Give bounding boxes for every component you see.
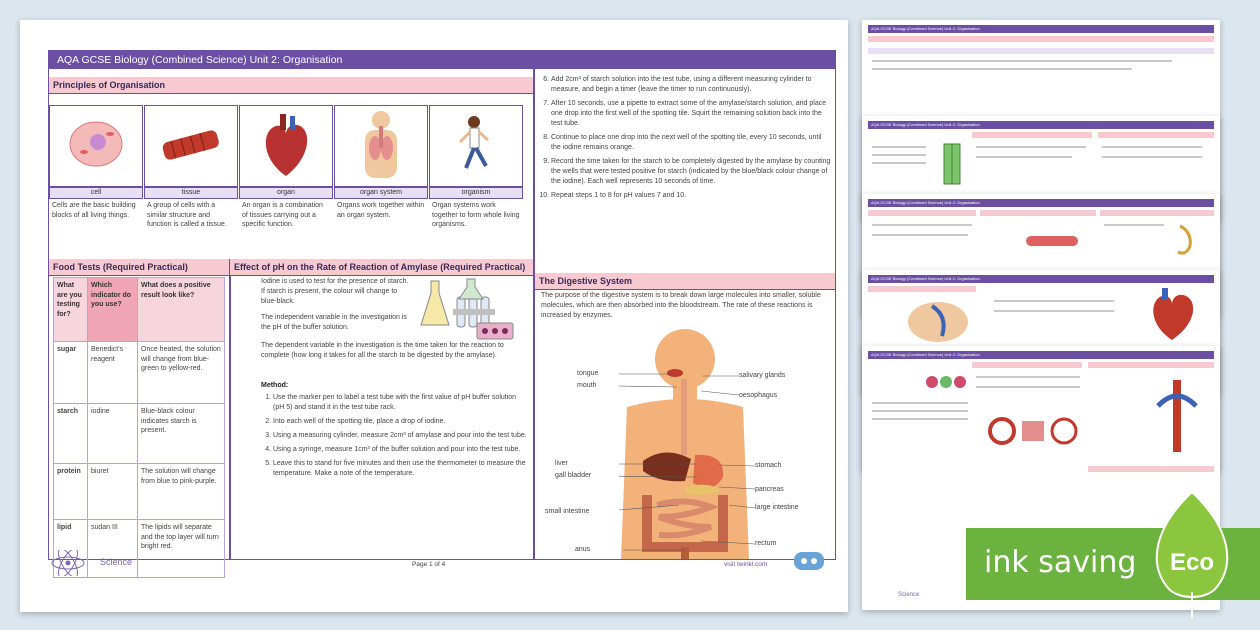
thumbnail-heading-bar xyxy=(868,36,1214,42)
thumbnail-heading-bar xyxy=(972,362,1082,368)
organ-label-stomach: stomach xyxy=(755,462,782,469)
level-desc-tissue: A group of cells with a similar structure and function is called a tissue. xyxy=(147,202,227,228)
level-desc-organ: An organ is a combination of tissues carrying out a specific function. xyxy=(242,202,323,228)
footer-science-label: Science xyxy=(100,557,133,567)
method-step: 6. Add 2cm³ of starch solution into the test tube, using a different measuring cylinder to measure, and begin a timer (leave the timer to run continuously). xyxy=(551,75,831,95)
organ-label-small-intestine: small intestine xyxy=(545,508,590,515)
thumbnail-heading-bar xyxy=(1088,362,1214,368)
thumbnail-heading-bar xyxy=(1088,466,1214,472)
thumbnail-title: AQA GCSE Biology (Combined Science) Unit 2: Organisation xyxy=(868,275,1214,283)
test-name: starch xyxy=(54,404,88,464)
document-title: AQA GCSE Biology (Combined Science) Unit 2: Organisation xyxy=(49,51,835,69)
col-head-positive: What does a positive result look like? xyxy=(138,278,225,342)
heart-picture xyxy=(1142,288,1202,344)
table-row xyxy=(54,404,225,464)
level-desc-organ-system: Organs work together within an organ system. xyxy=(337,202,425,219)
thumbnail-title: AQA GCSE Biology (Combined Science) Unit 2: Organisation xyxy=(868,121,1214,129)
organ-label-rectum: rectum xyxy=(755,540,777,547)
thumbnail-text-line xyxy=(872,402,968,404)
science-atom-icon xyxy=(48,550,88,576)
principles-heading: Principles of Organisation xyxy=(49,77,533,94)
blood-vessel-picture xyxy=(1022,222,1082,262)
organ-label-pancreas: pancreas xyxy=(755,486,784,493)
level-desc-organism: Organ systems work together to form whole living organisms. xyxy=(432,202,520,228)
thumbnail-text-line xyxy=(976,146,1086,148)
thumbnail-footer-label: Science xyxy=(898,592,920,598)
test-indicator: sudan III xyxy=(88,520,138,578)
table-row xyxy=(54,342,225,404)
col-head-indicator: Which indicator do you use? xyxy=(88,278,138,342)
organism-picture xyxy=(429,105,523,187)
test-result: Once heated, the solution will change from blue-green to yellow-red. xyxy=(138,342,225,404)
level-label-organ-system: organ system xyxy=(334,187,428,199)
method-step: 9. Record the time taken for the starch to be completely digested by the amylase by counting the wells that were tested positive for starch (indicated by the blue/black colour change of the iodine). Each well represents 10 seconds of time. xyxy=(551,157,831,187)
thumbnail-heading-bar xyxy=(1098,132,1214,138)
organ-label-large-intestine: large intestine xyxy=(755,504,799,511)
thumbnail-text-line xyxy=(1104,224,1164,226)
thumbnail-title: AQA GCSE Biology (Combined Science) Unit 2: Organisation xyxy=(868,351,1214,359)
thumbnail-heading-bar xyxy=(980,210,1096,216)
method-step: 1. Use the marker pen to label a test tube with the first value of pH buffer solution (pH 5) and stand it in the test tube rack. xyxy=(273,393,529,413)
thumbnail-text-line xyxy=(872,418,968,420)
test-indicator: Benedict's reagent xyxy=(88,342,138,404)
plant-tissue-picture xyxy=(932,140,972,188)
thumbnail-text-line xyxy=(994,300,1114,302)
footer-website: visit twinkl.com xyxy=(724,561,768,568)
method-step: 10. Repeat steps 1 to 8 for pH values 7 and 10. xyxy=(551,191,831,201)
level-label-cell: cell xyxy=(49,187,143,199)
thumbnail-text-line xyxy=(872,146,926,148)
blood-cells-picture xyxy=(924,370,970,394)
thumbnail-text-line xyxy=(872,224,972,226)
test-indicator: biuret xyxy=(88,464,138,520)
level-label-organ: organ xyxy=(239,187,333,199)
organ-system-picture xyxy=(334,105,428,187)
thumbnail-table-header xyxy=(868,48,1214,54)
organ-label-liver: liver xyxy=(555,460,568,467)
level-label-tissue: tissue xyxy=(144,187,238,199)
method-step: 8. Continue to place one drop into the next well of the spotting tile, every 10 seconds, until the iodine remains orange. xyxy=(551,133,831,153)
ph-paragraph-1: Iodine is used to test for the presence of starch. If starch is present, the colour will change to blue-black. xyxy=(261,278,409,305)
method-step: 2. Into each well of the spotting tile, place a drop of iodine. xyxy=(273,417,529,427)
organ-label-salivary-glands: salivary glands xyxy=(739,372,786,379)
eco-leaf-icon xyxy=(1144,488,1240,620)
test-indicator: iodine xyxy=(88,404,138,464)
food-tests-table xyxy=(53,277,225,578)
thumbnail-text-line xyxy=(872,162,926,164)
eco-label: Eco xyxy=(1169,549,1215,576)
vessel-cross-sections-picture xyxy=(986,416,1082,446)
thumbnail-text-line xyxy=(872,154,926,156)
method-step: 5. Leave this to stand for five minutes and then use the thermometer to measure the temperature. Make a note of the temperature. xyxy=(273,459,529,479)
organ-label-oesophagus: oesophagus xyxy=(739,392,778,399)
test-name: protein xyxy=(54,464,88,520)
thumbnail-text-line xyxy=(1102,156,1202,158)
method-label: Method: xyxy=(261,382,289,389)
thumbnail-heading-bar xyxy=(868,286,976,292)
thumbnail-heading-bar xyxy=(868,210,976,216)
level-label-organism: organism xyxy=(429,187,523,199)
thumbnail-heading-bar xyxy=(1100,210,1214,216)
method-step: 7. After 10 seconds, use a pipette to extract some of the amylase/starch solution, and place one drop into the first well of the spotting tile. Squirt the remaining solution back into the test tube. xyxy=(551,99,831,129)
footer-page-number: Page 1 of 4 xyxy=(412,561,446,568)
method-steps-continued xyxy=(539,75,831,205)
digestive-system-heading: The Digestive System xyxy=(535,273,835,290)
thumbnail-text-line xyxy=(994,310,1114,312)
food-tests-divider xyxy=(229,259,231,559)
tissue-picture xyxy=(144,105,238,187)
organ-label-gall-bladder: gall bladder xyxy=(555,472,592,479)
worksheet-page-1 xyxy=(20,20,848,612)
thumbnail-heading-bar xyxy=(972,132,1092,138)
thumbnail-text-line xyxy=(872,60,1172,62)
method-steps-list xyxy=(261,393,529,483)
cell-picture xyxy=(49,105,143,187)
lab-equipment-picture xyxy=(417,273,527,341)
thumbnail-text-line xyxy=(976,386,1080,388)
table-row xyxy=(54,464,225,520)
thumbnail-text-line xyxy=(976,376,1080,378)
twinkl-logo-icon xyxy=(792,548,826,574)
thumbnail-title: AQA GCSE Biology (Combined Science) Unit 2: Organisation xyxy=(868,199,1214,207)
lung-tissue-picture xyxy=(1172,222,1212,262)
thumbnail-text-line xyxy=(872,68,1132,70)
organ-label-tongue: tongue xyxy=(577,370,599,377)
method-step: 3. Using a measuring cylinder, measure 2cm³ of amylase and pour into the test tube. xyxy=(273,431,529,441)
table-header-row xyxy=(54,278,225,342)
col-head-testing: What are you testing for? xyxy=(54,278,88,342)
test-result: Blue-black colour indicates starch is present. xyxy=(138,404,225,464)
ph-paragraph-2: The independent variable in the investigation is the pH of the buffer solution. xyxy=(261,314,407,331)
thumbnail-text-line xyxy=(872,234,968,236)
thumbnail-title: AQA GCSE Biology (Combined Science) Unit 2: Organisation xyxy=(868,25,1214,33)
ph-practical-heading: Effect of pH on the Rate of Reaction of Amylase (Required Practical) xyxy=(230,259,533,276)
ink-saving-label: ink saving xyxy=(984,545,1137,580)
thumbnail-text-line xyxy=(872,410,968,412)
test-name: lipid xyxy=(54,520,88,578)
test-result: The solution will change from blue to pink-purple. xyxy=(138,464,225,520)
test-name: sugar xyxy=(54,342,88,404)
document-frame xyxy=(48,50,836,560)
thumbnail-text-line xyxy=(976,156,1072,158)
digestive-system-text: The purpose of the digestive system is to break down large molecules into smaller, soluble molecules, which are then absorbed into the bloodstream. The rate of these reactions is increased by enzymes. xyxy=(541,292,821,319)
heart-organ-picture xyxy=(239,105,333,187)
method-step: 4. Using a syringe, measure 1cm³ of the buffer solution and pour into the test tube. xyxy=(273,445,529,455)
food-tests-heading: Food Tests (Required Practical) xyxy=(49,259,229,276)
lungs-picture xyxy=(902,296,972,346)
organ-label-mouth: mouth xyxy=(577,382,597,389)
double-circulation-picture xyxy=(1152,376,1202,456)
thumbnail-text-line xyxy=(1102,146,1202,148)
organ-pointer-lines xyxy=(619,369,759,559)
level-desc-cell: Cells are the basic building blocks of all living things. xyxy=(52,202,136,219)
test-result: The lipids will separate and the top layer will turn bright red. xyxy=(138,520,225,578)
ph-paragraph-3: The dependent variable in the investigation is the time taken for the reaction to complete (how long it takes for all the starch to be digested by the amylase). xyxy=(261,342,504,359)
organ-label-anus: anus xyxy=(575,546,591,553)
